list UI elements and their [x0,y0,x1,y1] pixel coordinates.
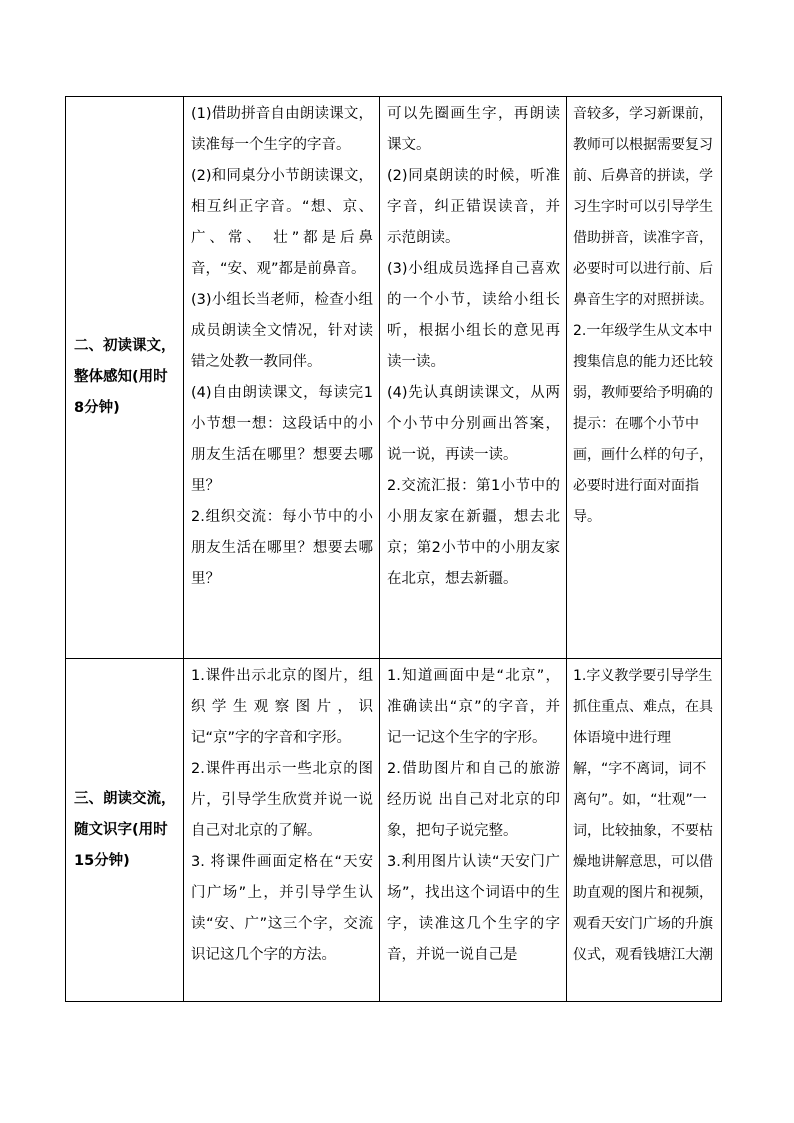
teacher-step: 1.课件出示北京的图片，组织学生观察图片，识记“京”字的字音和字形。 [191,668,373,746]
stage-cell [66,659,184,1002]
teacher-step: 2.组织交流：每小节中的小朋友生活在哪里？想要去哪里？ [191,509,373,587]
teacher-activity-cell [184,659,380,1002]
stage-cell [66,97,184,659]
design-note: 音较多，学习新课前，教师可以根据需要复习前、后鼻音的拼读，学习生字时可以引导学生借助拼音，读准字音，必要时可以进行前、后鼻音生字的对照拼读。2.一年级学生从文本中搜集信息的能力还比较弱，教师要给予明确的提示：在哪个小节中画，画什么样的句子，必要时进行面对面指导。 [573,106,713,525]
table-row [66,97,722,659]
student-step: 2.借助图片和自己的旅游经历说 出自己对北京的印象，把句子说完整。 [387,761,560,839]
teacher-step: (4)自由朗读课文，每读完1小节想一想：这段话中的小朋友生活在哪里？想要去哪里？ [191,385,373,494]
teacher-activity-cell [184,97,380,659]
teacher-step: (3)小组长当老师，检查小组成员朗读全文情况，针对读错之处教一教同伴。 [191,292,373,370]
teacher-step: (1)借助拼音自由朗读课文，读准每一个生字的字音。 [191,106,373,153]
design-notes-cell [567,97,722,659]
teacher-step: 3. 将课件画面定格在“天安门广场”上，并引导学生认读“安、广”这三个字，交流识记这几个字的方法。 [191,854,373,963]
table-row [66,659,722,1002]
student-activity-cell [380,97,567,659]
student-activity-cell [380,659,567,1002]
design-note: 1.字义教学要引导学生抓住重点、难点，在具体语境中进行理解，“字不离词，词不离句”。如，“壮观”一词，比较抽象，不要枯燥地讲解意思，可以借助直观的图片和视频，观看天安门广场的升旗仪式，观看钱塘江大潮 [573,668,713,963]
teacher-step: 2.课件再出示一些北京的图片，引导学生欣赏并说一说自己对北京的了解。 [191,761,373,839]
student-step: 3.利用图片认读“天安门广场”，找出这个词语中的生字，读准这几个生字的字音，并说一说自己是 [387,854,560,963]
student-step: 1.知道画面中是“北京”，准确读出“京”的字音，并记一记这个生字的字形。 [387,668,560,746]
teacher-step: (2)和同桌分小节朗读课文，相互纠正字音。“想、京、广、常、 壮”都是后鼻音，“安、观”都是前鼻音。 [191,168,373,277]
stage-title: 三、朗读交流，随文识字(用时15分钟) [74,790,176,869]
student-step: 2.交流汇报：第1小节中的小朋友家在新疆，想去北京；第2小节中的小朋友家在北京，想去新疆。 [387,478,560,587]
student-step: (3)小组成员选择自己喜欢的一个小节，读给小组长听，根据小组长的意见再读一读。 [387,261,560,370]
stage-title: 二、初读课文，整体感知(用时8分钟) [74,338,176,416]
student-step: 可以先圈画生字，再朗读课文。 [387,106,560,153]
lesson-plan-table [65,96,722,1002]
student-step: (4)先认真朗读课文，从两个小节中分别画出答案，说一说，再读一读。 [387,385,560,463]
student-step: (2)同桌朗读的时候，听准字音，纠正错误读音，并示范朗读。 [387,168,560,246]
design-notes-cell [567,659,722,1002]
